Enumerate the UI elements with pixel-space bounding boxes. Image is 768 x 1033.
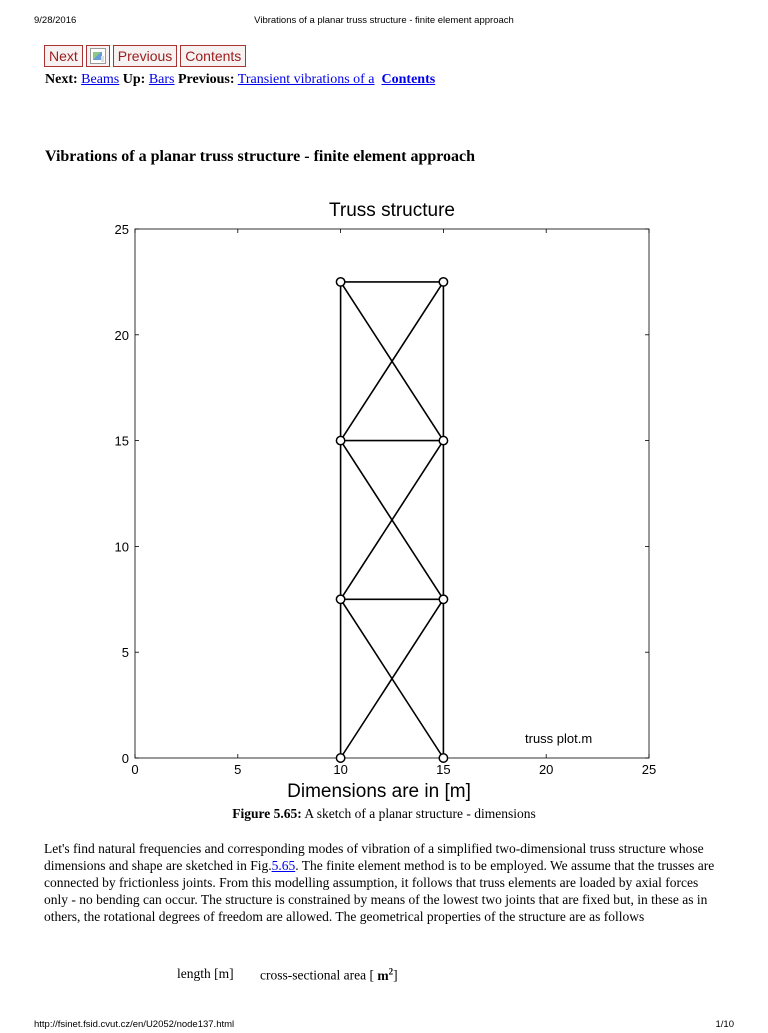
truss-joint (336, 754, 344, 762)
x-tick-label: 0 (131, 762, 139, 777)
truss-joint (439, 595, 447, 603)
print-header (0, 15, 768, 29)
length-column-header: length [m] (177, 966, 234, 981)
print-page-number: 1/10 (715, 1019, 734, 1030)
up-label: Up: (122, 72, 146, 87)
page-title: Vibrations of a planar truss structure - finite element approach (45, 148, 476, 165)
truss-chart (85, 192, 675, 804)
y-tick-label: 15 (114, 433, 129, 449)
truss-joint (336, 278, 344, 286)
print-url: http://fsinet.fsid.cvut.cz/en/U2052/node137.html (34, 1019, 235, 1030)
figure-caption (0, 806, 768, 822)
x-tick-label: 15 (436, 762, 451, 777)
y-tick-label: 20 (114, 327, 129, 343)
paragraph-text-after: . The finite element method is to be employed. We assume that the trusses are connected by frictionless joints. From this modelling assumption, it follows that truss elements are loaded by axial forces only - no bending can occur. The structure is constrained by means of the lowest two joints that are fixed but, in these as in others, the rotational degrees of freedom are allowed. The geometrical properties of the structure are as follows (44, 858, 715, 924)
area-header-suffix: ] (393, 967, 398, 983)
figure-caption-label: Figure 5.65: (232, 806, 302, 821)
print-footer (0, 1019, 768, 1033)
up-button[interactable] (86, 45, 110, 67)
contents-link[interactable]: Contents (381, 72, 436, 87)
y-tick-label: 25 (114, 222, 129, 237)
print-date: 9/28/2016 (34, 15, 77, 26)
previous-link[interactable]: Transient vibrations of a (237, 72, 375, 87)
x-tick-label: 5 (234, 762, 242, 777)
chart-annotation: truss plot.m (525, 731, 593, 746)
next-label: Next: (45, 72, 78, 87)
print-doc-title: Vibrations of a planar truss structure - finite element approach (254, 15, 514, 26)
y-tick-label: 5 (121, 645, 129, 661)
area-unit: $m^2$ (377, 966, 394, 983)
figure-caption-text: A sketch of a planar structure - dimensions (304, 806, 536, 821)
truss-joint (439, 436, 447, 444)
truss-joint (439, 754, 447, 762)
y-tick-label: 10 (114, 539, 129, 555)
area-unit-exponent: 2 (388, 966, 394, 976)
next-link[interactable]: Beams (81, 72, 120, 87)
x-axis-label: Dimensions are in [m] (287, 781, 471, 802)
x-tick-label: 20 (538, 762, 554, 777)
paragraph-text-before: Let's find natural frequencies and corresponding modes of vibration of a simplified two-dimensional truss structure whose dimensions and shape are sketched in Fig. (44, 841, 704, 873)
previous-label: Previous: (178, 72, 235, 87)
x-tick-label: 10 (333, 762, 348, 777)
area-header-prefix: cross-sectional area [ (260, 967, 374, 983)
x-tick-label: 25 (641, 762, 657, 777)
truss-joint (439, 278, 447, 286)
plot-background (85, 192, 675, 804)
next-button[interactable]: Next (44, 45, 83, 67)
up-link[interactable]: Bars (148, 72, 175, 87)
truss-figure (85, 192, 675, 804)
body-paragraph (44, 840, 724, 925)
navigation-buttons (44, 45, 246, 69)
truss-joint (336, 436, 344, 444)
truss-joint (336, 595, 344, 603)
navigation-links (45, 72, 435, 88)
contents-button[interactable]: Contents (180, 45, 246, 67)
broken-image-icon (90, 48, 106, 64)
previous-button[interactable]: Previous (113, 45, 177, 67)
y-tick-label: 0 (121, 751, 129, 766)
figure-reference-link[interactable]: 5.65 (271, 858, 296, 873)
area-column-header (260, 966, 398, 984)
chart-title: Truss structure (329, 200, 455, 221)
